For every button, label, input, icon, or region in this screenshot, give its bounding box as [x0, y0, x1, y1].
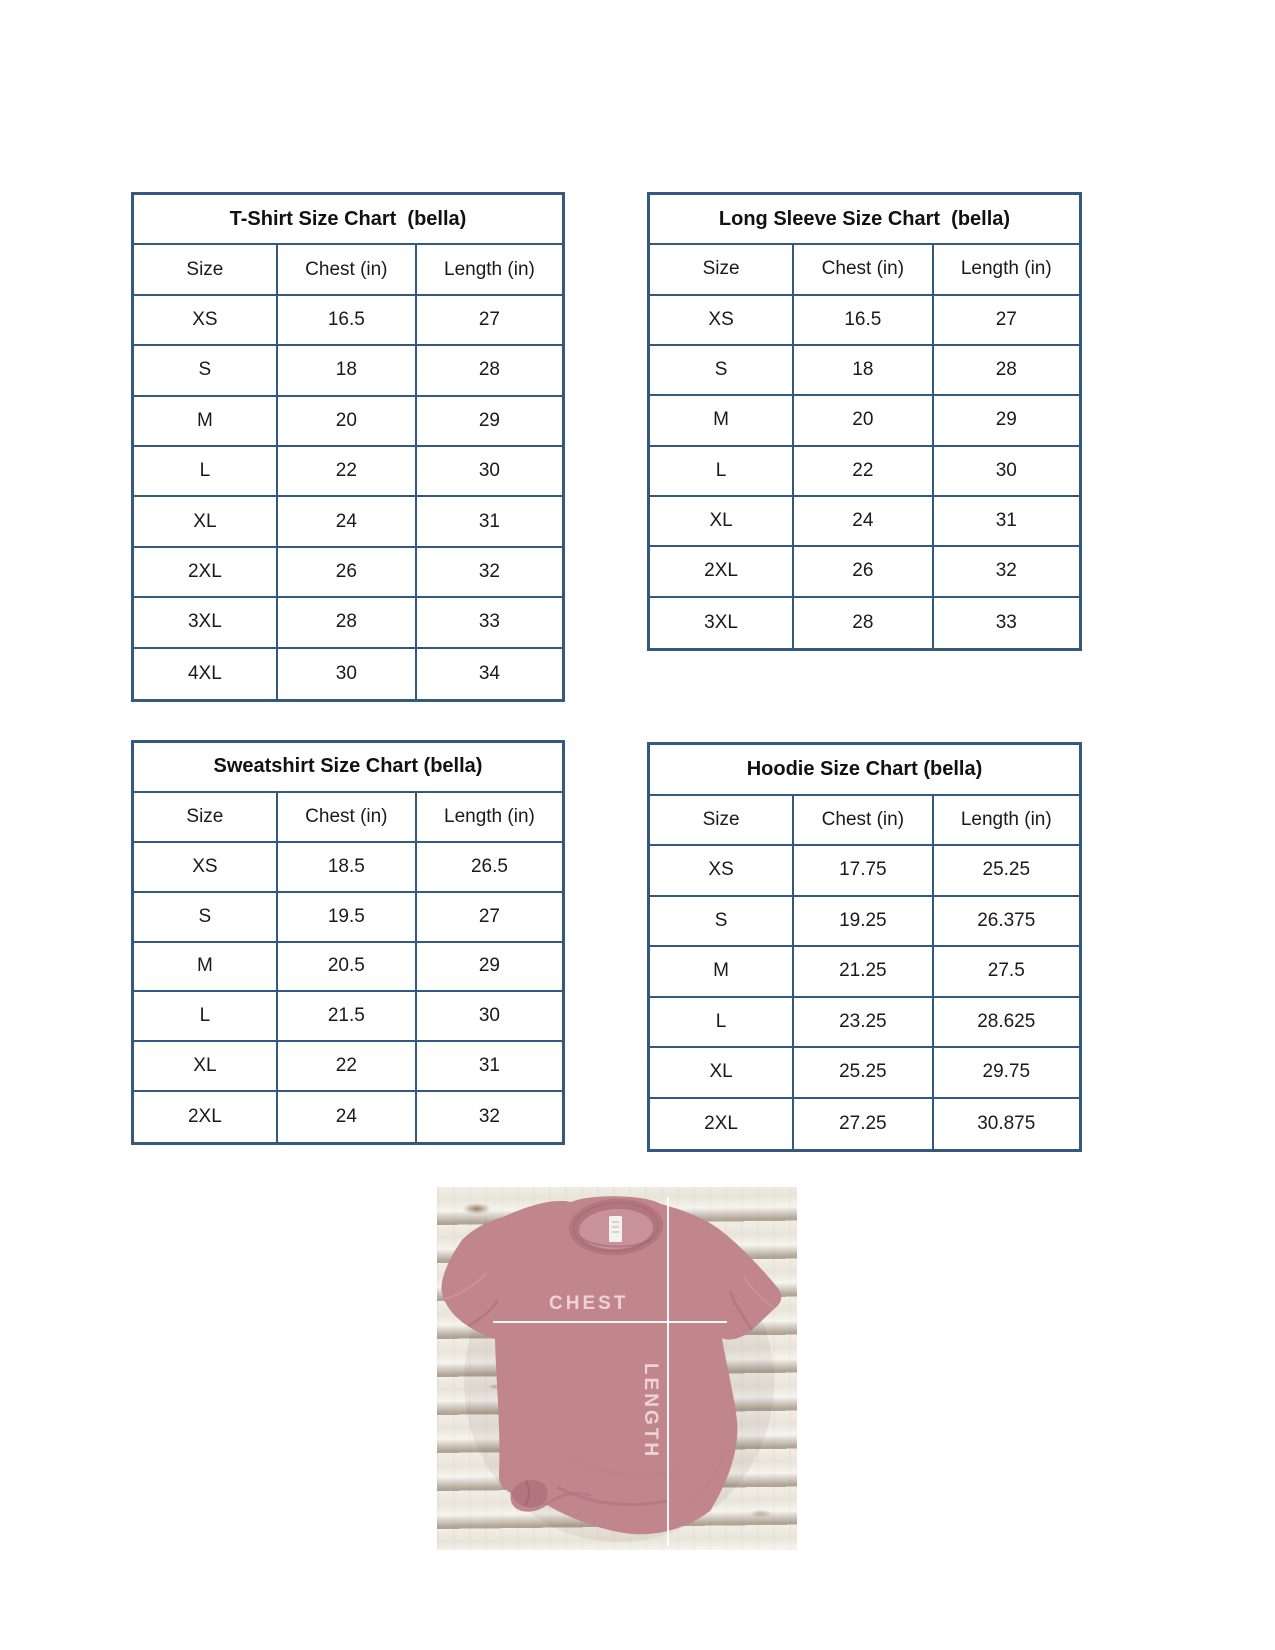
chest-cell: 19.5 — [278, 893, 417, 943]
column-header: Chest (in) — [278, 793, 417, 843]
column-header: Size — [650, 245, 794, 295]
size-cell: XL — [134, 1042, 278, 1092]
size-cell: 2XL — [650, 1099, 794, 1150]
length-cell: 27 — [417, 296, 562, 346]
size-cell: 2XL — [134, 548, 278, 598]
chest-cell: 17.75 — [794, 846, 933, 897]
brand-tag — [609, 1216, 622, 1242]
chest-cell: 18.5 — [278, 843, 417, 893]
chest-cell: 22 — [278, 447, 417, 497]
size-cell: S — [134, 346, 278, 396]
size-cell: M — [134, 397, 278, 447]
chest-cell: 24 — [278, 497, 417, 547]
length-cell: 29.75 — [934, 1048, 1079, 1099]
size-cell: XS — [650, 846, 794, 897]
column-header: Length (in) — [934, 245, 1079, 295]
chest-cell: 28 — [278, 598, 417, 648]
length-cell: 29 — [417, 397, 562, 447]
table-title: Long Sleeve Size Chart (bella) — [650, 195, 1079, 245]
length-cell: 26.375 — [934, 897, 1079, 948]
chest-cell: 16.5 — [794, 296, 933, 346]
column-header: Size — [134, 245, 278, 295]
size-cell: L — [650, 998, 794, 1049]
size-cell: L — [650, 447, 794, 497]
hoodie-size-chart-table — [647, 742, 1082, 1152]
column-header: Length (in) — [417, 793, 562, 843]
size-cell: M — [650, 396, 794, 446]
size-cell: M — [650, 947, 794, 998]
length-cell: 30.875 — [977, 1112, 1036, 1134]
chest-label: CHEST — [549, 1293, 629, 1314]
size-cell: 2XL — [134, 1092, 278, 1142]
chest-cell: 22 — [794, 447, 933, 497]
tshirt-illustration — [437, 1187, 797, 1550]
length-cell: 27.5 — [934, 947, 1079, 998]
length-cell: 31 — [417, 1042, 562, 1092]
size-cell: L — [134, 992, 278, 1042]
column-header: Size — [134, 793, 278, 843]
length-cell: 30 — [417, 992, 562, 1042]
sweatshirt-size-chart-table — [131, 740, 565, 1145]
length-cell: 33 — [995, 611, 1017, 633]
table-title: Hoodie Size Chart (bella) — [650, 745, 1079, 796]
length-cell: 28.625 — [934, 998, 1079, 1049]
length-cell: 27 — [417, 893, 562, 943]
chest-cell: 25.25 — [794, 1048, 933, 1099]
size-cell: S — [650, 346, 794, 396]
chest-cell: 26 — [278, 548, 417, 598]
length-cell: 28 — [417, 346, 562, 396]
chest-cell: 24 — [278, 1092, 417, 1142]
size-cell: S — [650, 897, 794, 948]
chest-cell: 20 — [794, 396, 933, 446]
size-cell: 2XL — [650, 547, 794, 597]
length-cell: 30 — [934, 447, 1079, 497]
column-header: Size — [650, 796, 794, 847]
chest-cell: 28 — [794, 598, 933, 648]
length-cell: 27 — [934, 296, 1079, 346]
length-measure-line — [667, 1197, 669, 1546]
size-cell: XS — [650, 296, 794, 346]
chest-cell: 26 — [794, 547, 933, 597]
chest-cell: 16.5 — [278, 296, 417, 346]
column-header: Chest (in) — [794, 245, 933, 295]
column-header: Chest (in) — [794, 796, 933, 847]
length-cell: 25.25 — [934, 846, 1079, 897]
chest-cell: 22 — [278, 1042, 417, 1092]
column-header: Length (in) — [934, 796, 1079, 847]
length-label: LENGTH — [640, 1362, 661, 1460]
length-cell: 28 — [934, 346, 1079, 396]
column-header: Length (in) — [417, 245, 562, 295]
table-title: T-Shirt Size Chart (bella) — [134, 195, 562, 245]
table-title: Sweatshirt Size Chart (bella) — [134, 743, 562, 793]
length-cell: 26.5 — [417, 843, 562, 893]
size-cell: L — [134, 447, 278, 497]
length-cell: 29 — [417, 943, 562, 993]
length-cell: 29 — [934, 396, 1079, 446]
chest-cell: 20 — [278, 397, 417, 447]
chest-cell: 20.5 — [278, 943, 417, 993]
length-cell: 32 — [934, 547, 1079, 597]
size-cell: XL — [650, 1048, 794, 1099]
length-cell: 31 — [934, 497, 1079, 547]
length-cell: 31 — [417, 497, 562, 547]
length-cell: 30 — [417, 447, 562, 497]
column-header: Chest (in) — [278, 245, 417, 295]
chest-cell: 24 — [794, 497, 933, 547]
size-cell: XL — [650, 497, 794, 547]
length-cell: 33 — [417, 598, 562, 648]
chest-cell: 30 — [278, 649, 417, 699]
chest-cell: 21.25 — [794, 947, 933, 998]
long-sleeve-size-chart-table — [647, 192, 1082, 651]
length-cell: 32 — [478, 1106, 500, 1128]
size-cell: XS — [134, 296, 278, 346]
length-cell: 34 — [478, 662, 500, 684]
chest-cell: 18 — [794, 346, 933, 396]
chest-cell: 21.5 — [278, 992, 417, 1042]
tshirt-measurement-photo — [437, 1187, 797, 1550]
size-cell: XL — [134, 497, 278, 547]
chest-measure-line — [493, 1321, 727, 1323]
chest-cell: 18 — [278, 346, 417, 396]
chest-cell: 19.25 — [794, 897, 933, 948]
size-cell: S — [134, 893, 278, 943]
size-cell: XS — [134, 843, 278, 893]
chest-cell: 23.25 — [794, 998, 933, 1049]
chest-cell: 27.25 — [794, 1099, 933, 1150]
size-cell: 4XL — [134, 649, 278, 699]
tshirt-size-chart-table — [131, 192, 565, 702]
size-cell: 3XL — [134, 598, 278, 648]
size-cell: 3XL — [650, 598, 794, 648]
size-cell: M — [134, 943, 278, 993]
length-cell: 32 — [417, 548, 562, 598]
